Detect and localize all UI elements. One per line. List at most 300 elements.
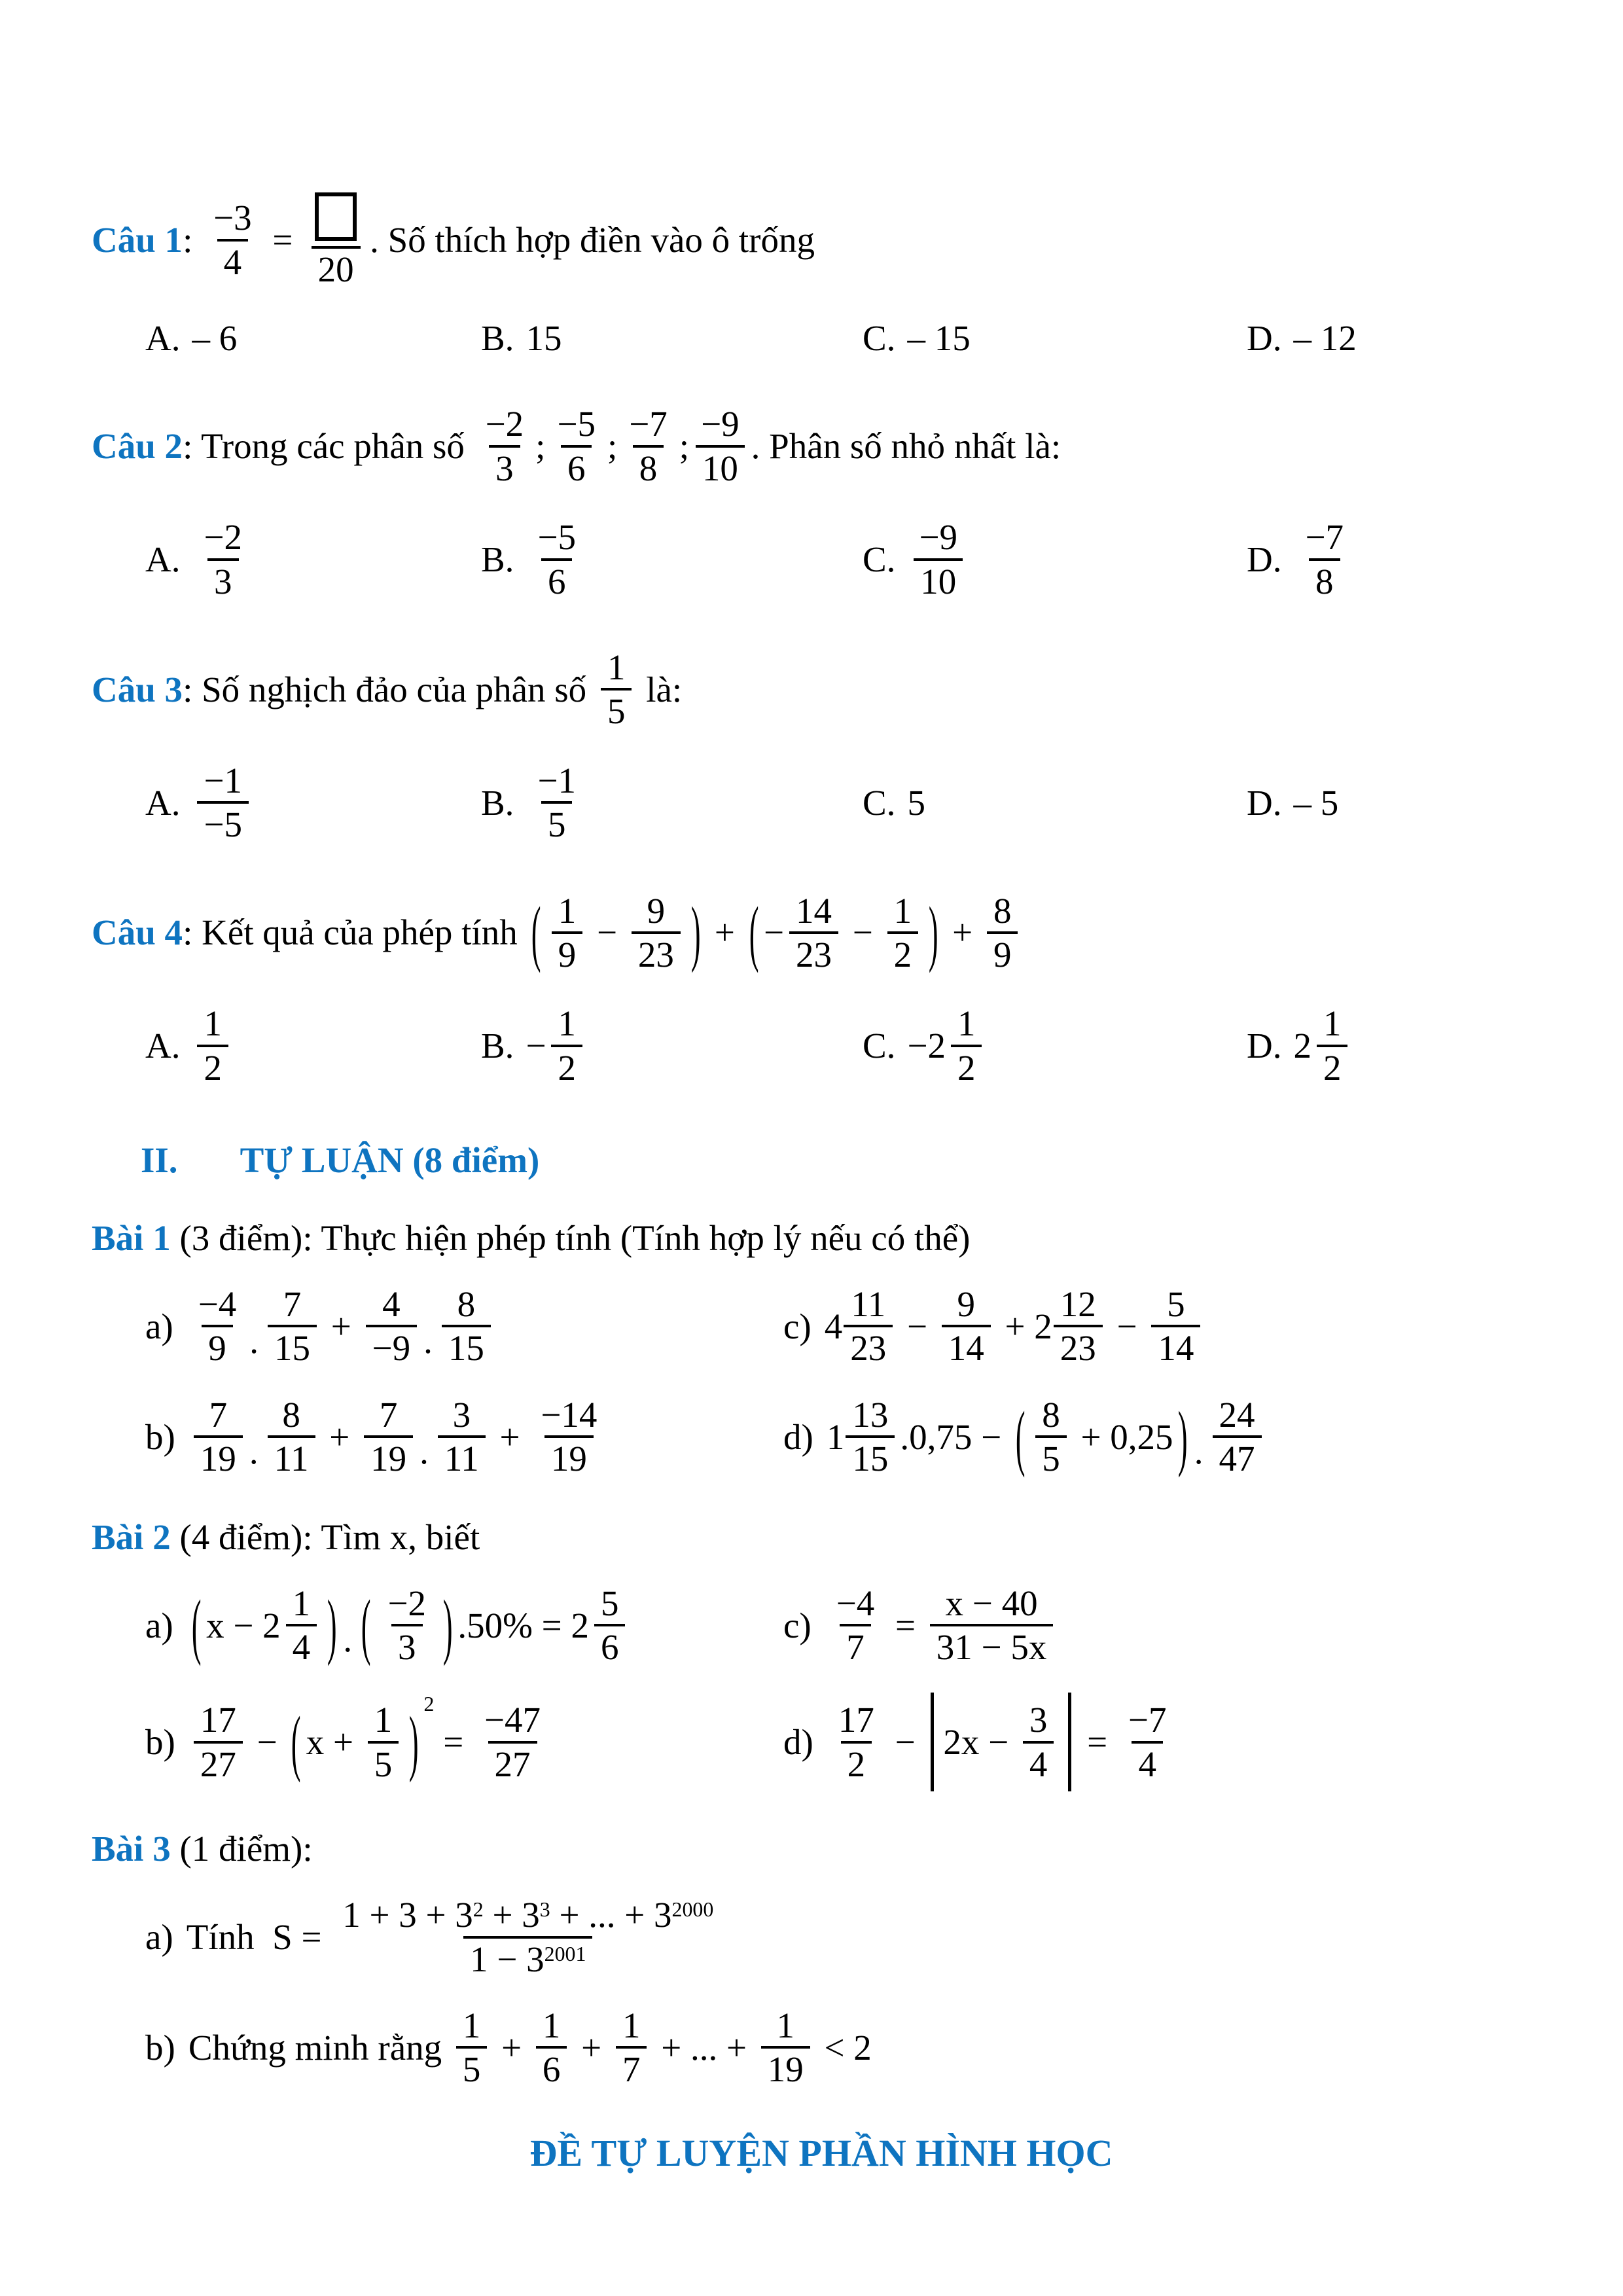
option-D — [1247, 782, 1551, 823]
exercise-part-a — [145, 1583, 783, 1668]
question-math — [183, 403, 1061, 489]
part-key: c) — [783, 1306, 812, 1346]
numerator: 24 — [1219, 1394, 1255, 1435]
fraction — [197, 760, 249, 846]
math-text: . Số thích hợp điền vào ô trống — [370, 220, 815, 260]
multiply-dot: . — [249, 1320, 259, 1361]
option-A — [145, 1003, 481, 1088]
open-paren: ( — [749, 891, 759, 974]
denominator: 23 — [1054, 1325, 1103, 1369]
numerator: 17 — [838, 1700, 874, 1740]
paren-content — [306, 1699, 404, 1785]
fraction — [382, 1583, 433, 1668]
option-B — [481, 1003, 863, 1088]
close-paren: ) — [327, 1584, 337, 1666]
math-text: x + — [306, 1722, 363, 1763]
option-key: D. — [1247, 782, 1282, 823]
essay-section-heading — [92, 1139, 1551, 1181]
part-key: d) — [783, 1416, 813, 1457]
math-text: ; — [535, 426, 546, 467]
numerator: −5 — [557, 404, 596, 444]
exponent: 2 — [423, 1693, 435, 1716]
denominator: 23 — [844, 1325, 893, 1369]
numerator: 1 — [374, 1700, 393, 1740]
math-text: .50% = 2 — [457, 1605, 589, 1645]
numerator: −2 — [204, 517, 243, 558]
denominator: −9 — [366, 1325, 418, 1369]
denominator: 8 — [1309, 558, 1340, 602]
options-row — [145, 516, 1551, 602]
options-row — [145, 317, 1551, 359]
math-text: – 5 — [1293, 782, 1339, 823]
math-text: + — [492, 2027, 531, 2068]
numerator: 8 — [457, 1284, 476, 1325]
math-text: : — [183, 220, 202, 260]
math-text: 1 + 3 + 3 — [342, 1895, 473, 1935]
fraction — [632, 890, 681, 976]
part-key: a) — [145, 1605, 173, 1645]
part-math — [188, 2005, 872, 2090]
denominator: 8 — [633, 445, 664, 489]
numerator: −4 — [198, 1284, 237, 1325]
multiply-dot: . — [1194, 1431, 1204, 1471]
numerator: 14 — [796, 890, 832, 931]
option-math — [192, 516, 254, 602]
math-text: + — [320, 1416, 359, 1457]
math-text: x − 2 — [206, 1605, 281, 1645]
option-A — [145, 516, 481, 602]
denominator: 5 — [1035, 1435, 1067, 1479]
math-text: < 2 — [815, 2027, 872, 2068]
fraction — [987, 890, 1018, 976]
fraction — [930, 1583, 1054, 1668]
denominator: 3 — [207, 558, 239, 602]
exercise-part-b — [145, 1693, 783, 1785]
numerator: 8 — [282, 1394, 300, 1435]
option-A — [145, 317, 481, 359]
numerator: 1 — [607, 647, 626, 687]
denominator: 19 — [194, 1435, 243, 1479]
numerator: 7 — [209, 1394, 228, 1435]
fraction — [1298, 516, 1350, 602]
fraction — [194, 1699, 243, 1785]
option-math — [526, 317, 562, 359]
fraction — [438, 1394, 486, 1480]
option-math — [907, 516, 969, 602]
denominator: 4 — [286, 1624, 317, 1668]
part-math — [188, 1693, 552, 1785]
paren-content — [546, 890, 686, 976]
fraction — [442, 1283, 491, 1369]
math-text: 2 — [1293, 1026, 1311, 1066]
question-math — [183, 890, 1023, 976]
denominator: 5 — [541, 801, 573, 845]
denominator: −5 — [197, 801, 249, 845]
math-text: = — [1078, 1722, 1116, 1763]
math-text: = — [886, 1605, 925, 1645]
denominator: 15 — [846, 1435, 895, 1479]
exercise-heading-text: (1 điểm): — [170, 1829, 313, 1869]
option-B — [481, 516, 863, 602]
numerator: 1 — [292, 1583, 311, 1623]
exercise-part-d — [783, 1693, 1551, 1791]
math-text: − — [885, 1722, 925, 1763]
question-stem — [92, 190, 1551, 290]
question-label: Câu 4 — [92, 912, 183, 953]
part-math — [188, 1394, 609, 1480]
denominator: 2 — [951, 1045, 982, 1088]
numerator: −7 — [1128, 1700, 1167, 1740]
part-key: c) — [783, 1605, 812, 1645]
exercise-heading — [92, 1828, 1551, 1869]
option-key: C. — [863, 782, 896, 823]
fraction — [307, 190, 365, 290]
numerator: −2 — [485, 404, 524, 444]
empty-box — [315, 192, 357, 241]
exercise-part-a — [145, 1283, 783, 1369]
math-text: − — [526, 1026, 546, 1066]
option-math — [1293, 782, 1338, 823]
exercise-label: Bài 2 — [92, 1516, 171, 1557]
paren-content — [206, 1583, 322, 1668]
option-key: A. — [145, 1026, 181, 1066]
question-stem — [92, 403, 1551, 489]
fraction — [1054, 1283, 1103, 1369]
question-label: Câu 2 — [92, 426, 183, 467]
denominator: 4 — [1023, 1741, 1054, 1785]
fraction — [550, 403, 602, 489]
fraction — [616, 2005, 647, 2090]
math-text: : Trong các phân số — [183, 426, 474, 467]
fraction — [364, 1394, 413, 1480]
denominator: 20 — [312, 246, 361, 290]
option-key: B. — [481, 539, 514, 580]
numerator: −47 — [484, 1700, 541, 1740]
numerator: 3 — [452, 1394, 471, 1435]
paren-content — [1030, 1394, 1173, 1480]
numerator: −9 — [919, 517, 957, 558]
option-key: B. — [481, 1026, 514, 1066]
numerator: 7 — [283, 1284, 302, 1325]
fraction — [594, 1583, 626, 1668]
math-text: + 0,25 — [1071, 1416, 1173, 1457]
question-math — [183, 647, 682, 732]
option-math — [526, 516, 588, 602]
denominator: 3 — [391, 1624, 423, 1668]
exercise-row — [145, 1283, 1551, 1369]
denominator: 14 — [942, 1325, 991, 1369]
section-numeral: II. — [141, 1140, 178, 1181]
option-key: A. — [145, 318, 181, 359]
exercise-row — [145, 1693, 1551, 1791]
exercise-part-b — [145, 1394, 783, 1480]
numerator: 1 — [893, 890, 912, 931]
exercise-row — [145, 2005, 1551, 2090]
whole-part: 4 — [824, 1306, 843, 1346]
part-math — [187, 1283, 496, 1369]
question-stem — [92, 890, 1551, 976]
numerator: 1 — [776, 2005, 794, 2045]
math-text: – 15 — [907, 318, 971, 359]
option-C — [863, 516, 1247, 602]
multiply-dot: . — [419, 1431, 429, 1471]
fraction — [1122, 1699, 1173, 1785]
numerator: 11 — [851, 1284, 886, 1325]
denominator: 7 — [616, 2046, 647, 2090]
denominator: 31 − 5x — [930, 1624, 1054, 1668]
math-text: − — [588, 912, 626, 953]
close-paren: ) — [928, 891, 938, 974]
option-C — [863, 782, 1247, 823]
numerator: −4 — [836, 1583, 875, 1623]
option-key: C. — [863, 318, 896, 359]
math-text: + — [490, 1416, 529, 1457]
option-math — [1293, 1003, 1353, 1088]
numerator: 8 — [1042, 1394, 1060, 1435]
question-stem — [92, 647, 1551, 732]
exercise-row — [145, 1394, 1551, 1480]
math-text: – 12 — [1293, 318, 1357, 359]
option-key: C. — [863, 539, 896, 580]
option-key: A. — [145, 539, 181, 580]
open-paren: ( — [361, 1584, 371, 1666]
options-row — [145, 1003, 1551, 1088]
numerator: 3 — [1029, 1700, 1048, 1740]
part-key: d) — [783, 1722, 813, 1763]
denominator: 2 — [887, 931, 919, 975]
option-math — [192, 760, 254, 846]
paren-group — [1010, 1394, 1193, 1480]
denominator: 11 — [438, 1435, 486, 1479]
denominator: 19 — [364, 1435, 413, 1479]
numerator: 13 — [852, 1394, 889, 1435]
option-math — [907, 1003, 987, 1088]
numerator: 4 — [382, 1284, 401, 1325]
denominator: 9 — [202, 1325, 233, 1369]
part-key: b) — [145, 1722, 175, 1763]
option-math — [526, 1003, 588, 1088]
question-label: Câu 3 — [92, 669, 183, 709]
option-D — [1247, 1003, 1551, 1088]
paren-group — [286, 1693, 435, 1785]
footer-title: ĐỀ TỰ LUYỆN PHẦN HÌNH HỌC — [529, 2131, 1113, 2174]
options-row — [145, 760, 1551, 846]
numerator: x − 40 — [945, 1583, 1038, 1623]
numerator: 1 — [558, 890, 577, 931]
fraction — [830, 1583, 882, 1668]
denominator: 2 — [197, 1045, 228, 1088]
numerator: 9 — [957, 1284, 976, 1325]
denominator: 11 — [268, 1435, 315, 1479]
close-paren: ) — [409, 1701, 419, 1784]
option-D — [1247, 317, 1551, 359]
denominator: 19 — [761, 2046, 810, 2090]
part-key: a) — [145, 1306, 173, 1346]
open-paren: ( — [291, 1701, 301, 1784]
exercise-part-a — [145, 1894, 1551, 1980]
math-text: − — [764, 912, 785, 953]
fraction — [207, 197, 259, 283]
fraction — [694, 403, 746, 489]
denominator: 6 — [541, 558, 573, 602]
exercise-heading-text: (4 điểm): Tìm x, biết — [170, 1516, 480, 1557]
numerator: −9 — [701, 404, 740, 444]
math-text: 15 — [526, 318, 562, 359]
option-math — [907, 317, 970, 359]
numerator: 5 — [600, 1583, 619, 1623]
fraction — [479, 403, 531, 489]
open-paren: ( — [191, 1584, 202, 1666]
exercise-row — [145, 1583, 1551, 1668]
fraction — [286, 1583, 317, 1668]
denominator: 9 — [987, 931, 1018, 975]
paren-content — [764, 890, 923, 976]
math-text: .0,75 − — [900, 1416, 1010, 1457]
open-paren: ( — [531, 891, 541, 974]
close-paren: ) — [690, 891, 701, 974]
fraction — [368, 1699, 399, 1785]
numerator: 12 — [1060, 1284, 1096, 1325]
fraction — [197, 516, 249, 602]
exercise-part-c — [783, 1583, 1551, 1668]
math-text: : Kết quả của phép tính — [183, 912, 527, 953]
fraction — [601, 647, 632, 732]
fraction — [551, 1003, 582, 1088]
denominator: 15 — [268, 1325, 317, 1369]
exercise-label: Bài 1 — [92, 1218, 171, 1259]
numerator: 1 — [204, 1003, 222, 1044]
option-B — [481, 317, 863, 359]
paren-group — [526, 890, 705, 976]
math-text: + — [995, 1306, 1035, 1346]
fraction — [478, 1699, 547, 1785]
exercise-heading — [92, 1516, 1551, 1558]
option-A — [145, 760, 481, 846]
fraction — [534, 1394, 603, 1480]
math-text: Chứng minh rằng — [188, 2027, 451, 2068]
whole-part: 2 — [1034, 1306, 1052, 1346]
close-paren: ) — [1178, 1395, 1188, 1478]
option-math — [907, 782, 925, 823]
option-math — [192, 317, 237, 359]
absolute-value-group — [931, 1693, 1071, 1791]
fraction — [951, 1003, 982, 1088]
denominator: 6 — [536, 2046, 567, 2090]
numerator: 1 — [1323, 1003, 1342, 1044]
option-key: D. — [1247, 539, 1282, 580]
numerator: 9 — [647, 890, 666, 931]
math-text: + — [943, 912, 982, 953]
question-label: Câu 1 — [92, 220, 183, 260]
option-math — [526, 760, 588, 846]
math-text: . Phân số nhỏ nhất là: — [751, 426, 1061, 467]
math-text: = — [434, 1722, 473, 1763]
numerator: −14 — [541, 1394, 597, 1435]
math-text: 1 − 3 — [470, 1939, 544, 1979]
denominator: 2 — [841, 1741, 872, 1785]
fraction — [887, 890, 919, 976]
numerator: −7 — [1305, 517, 1344, 558]
math-text: 5 — [907, 782, 925, 823]
denominator: 9 — [552, 931, 583, 975]
math-text: : Số nghịch đảo của phân số — [183, 669, 596, 709]
denominator: 23 — [789, 931, 838, 975]
denominator: 15 — [442, 1325, 491, 1369]
multiply-dot: . — [249, 1431, 259, 1471]
fraction — [846, 1394, 895, 1480]
math-text: Tính S = — [186, 1917, 331, 1958]
math-text: − — [247, 1722, 287, 1763]
mixed-number — [1034, 1283, 1108, 1369]
option-math — [192, 1003, 234, 1088]
numerator: 1 — [462, 2005, 481, 2045]
math-text: + — [572, 2027, 611, 2068]
fraction — [552, 890, 583, 976]
exercise-part-b — [145, 2005, 1551, 2090]
fraction — [942, 1283, 991, 1369]
option-key: B. — [481, 318, 514, 359]
option-key: A. — [145, 782, 181, 823]
option-key: D. — [1247, 318, 1282, 359]
math-text: = — [263, 220, 302, 260]
fraction — [912, 516, 964, 602]
denominator: 1 − 3 $^{2001}$ — [463, 1936, 592, 1980]
numerator: −2 — [387, 1583, 427, 1623]
denominator: 4 — [1132, 1741, 1163, 1785]
fraction — [268, 1394, 315, 1480]
fraction — [844, 1283, 893, 1369]
math-text: + ... + — [652, 2027, 756, 2068]
exercise-heading — [92, 1217, 1551, 1259]
numerator: 7 — [379, 1394, 398, 1435]
fraction — [536, 2005, 567, 2090]
question-math — [183, 190, 815, 290]
fraction — [832, 1699, 881, 1785]
part-key: a) — [145, 1917, 173, 1958]
numerator: 1 — [558, 1003, 576, 1044]
option-B — [481, 760, 863, 846]
exercise-part-d — [783, 1394, 1551, 1480]
part-math — [187, 1583, 631, 1668]
open-paren: ( — [1015, 1395, 1026, 1478]
close-paren: ) — [442, 1584, 453, 1666]
part-key: b) — [145, 1416, 175, 1457]
denominator: 10 — [914, 558, 963, 602]
fraction — [456, 2005, 488, 2090]
part-math — [187, 1894, 726, 1980]
option-C — [863, 317, 1247, 359]
math-text: − — [844, 912, 882, 953]
math-text: + — [322, 1306, 361, 1346]
numerator: 1 — [622, 2005, 641, 2045]
fraction — [1213, 1394, 1262, 1480]
numerator: 5 — [1167, 1284, 1185, 1325]
fraction — [622, 403, 674, 489]
math-text: ; — [607, 426, 618, 467]
fraction — [761, 2005, 810, 2090]
fraction — [366, 1283, 418, 1369]
part-key: b) — [145, 2027, 175, 2068]
denominator: 27 — [194, 1741, 243, 1785]
denominator: 19 — [544, 1435, 594, 1479]
option-D — [1247, 516, 1551, 602]
numerator: −1 — [537, 760, 576, 800]
math-text: − — [898, 1306, 936, 1346]
numerator: −7 — [629, 404, 668, 444]
math-text: −2 — [907, 1026, 946, 1066]
option-key: C. — [863, 1026, 896, 1066]
fraction — [531, 516, 582, 602]
